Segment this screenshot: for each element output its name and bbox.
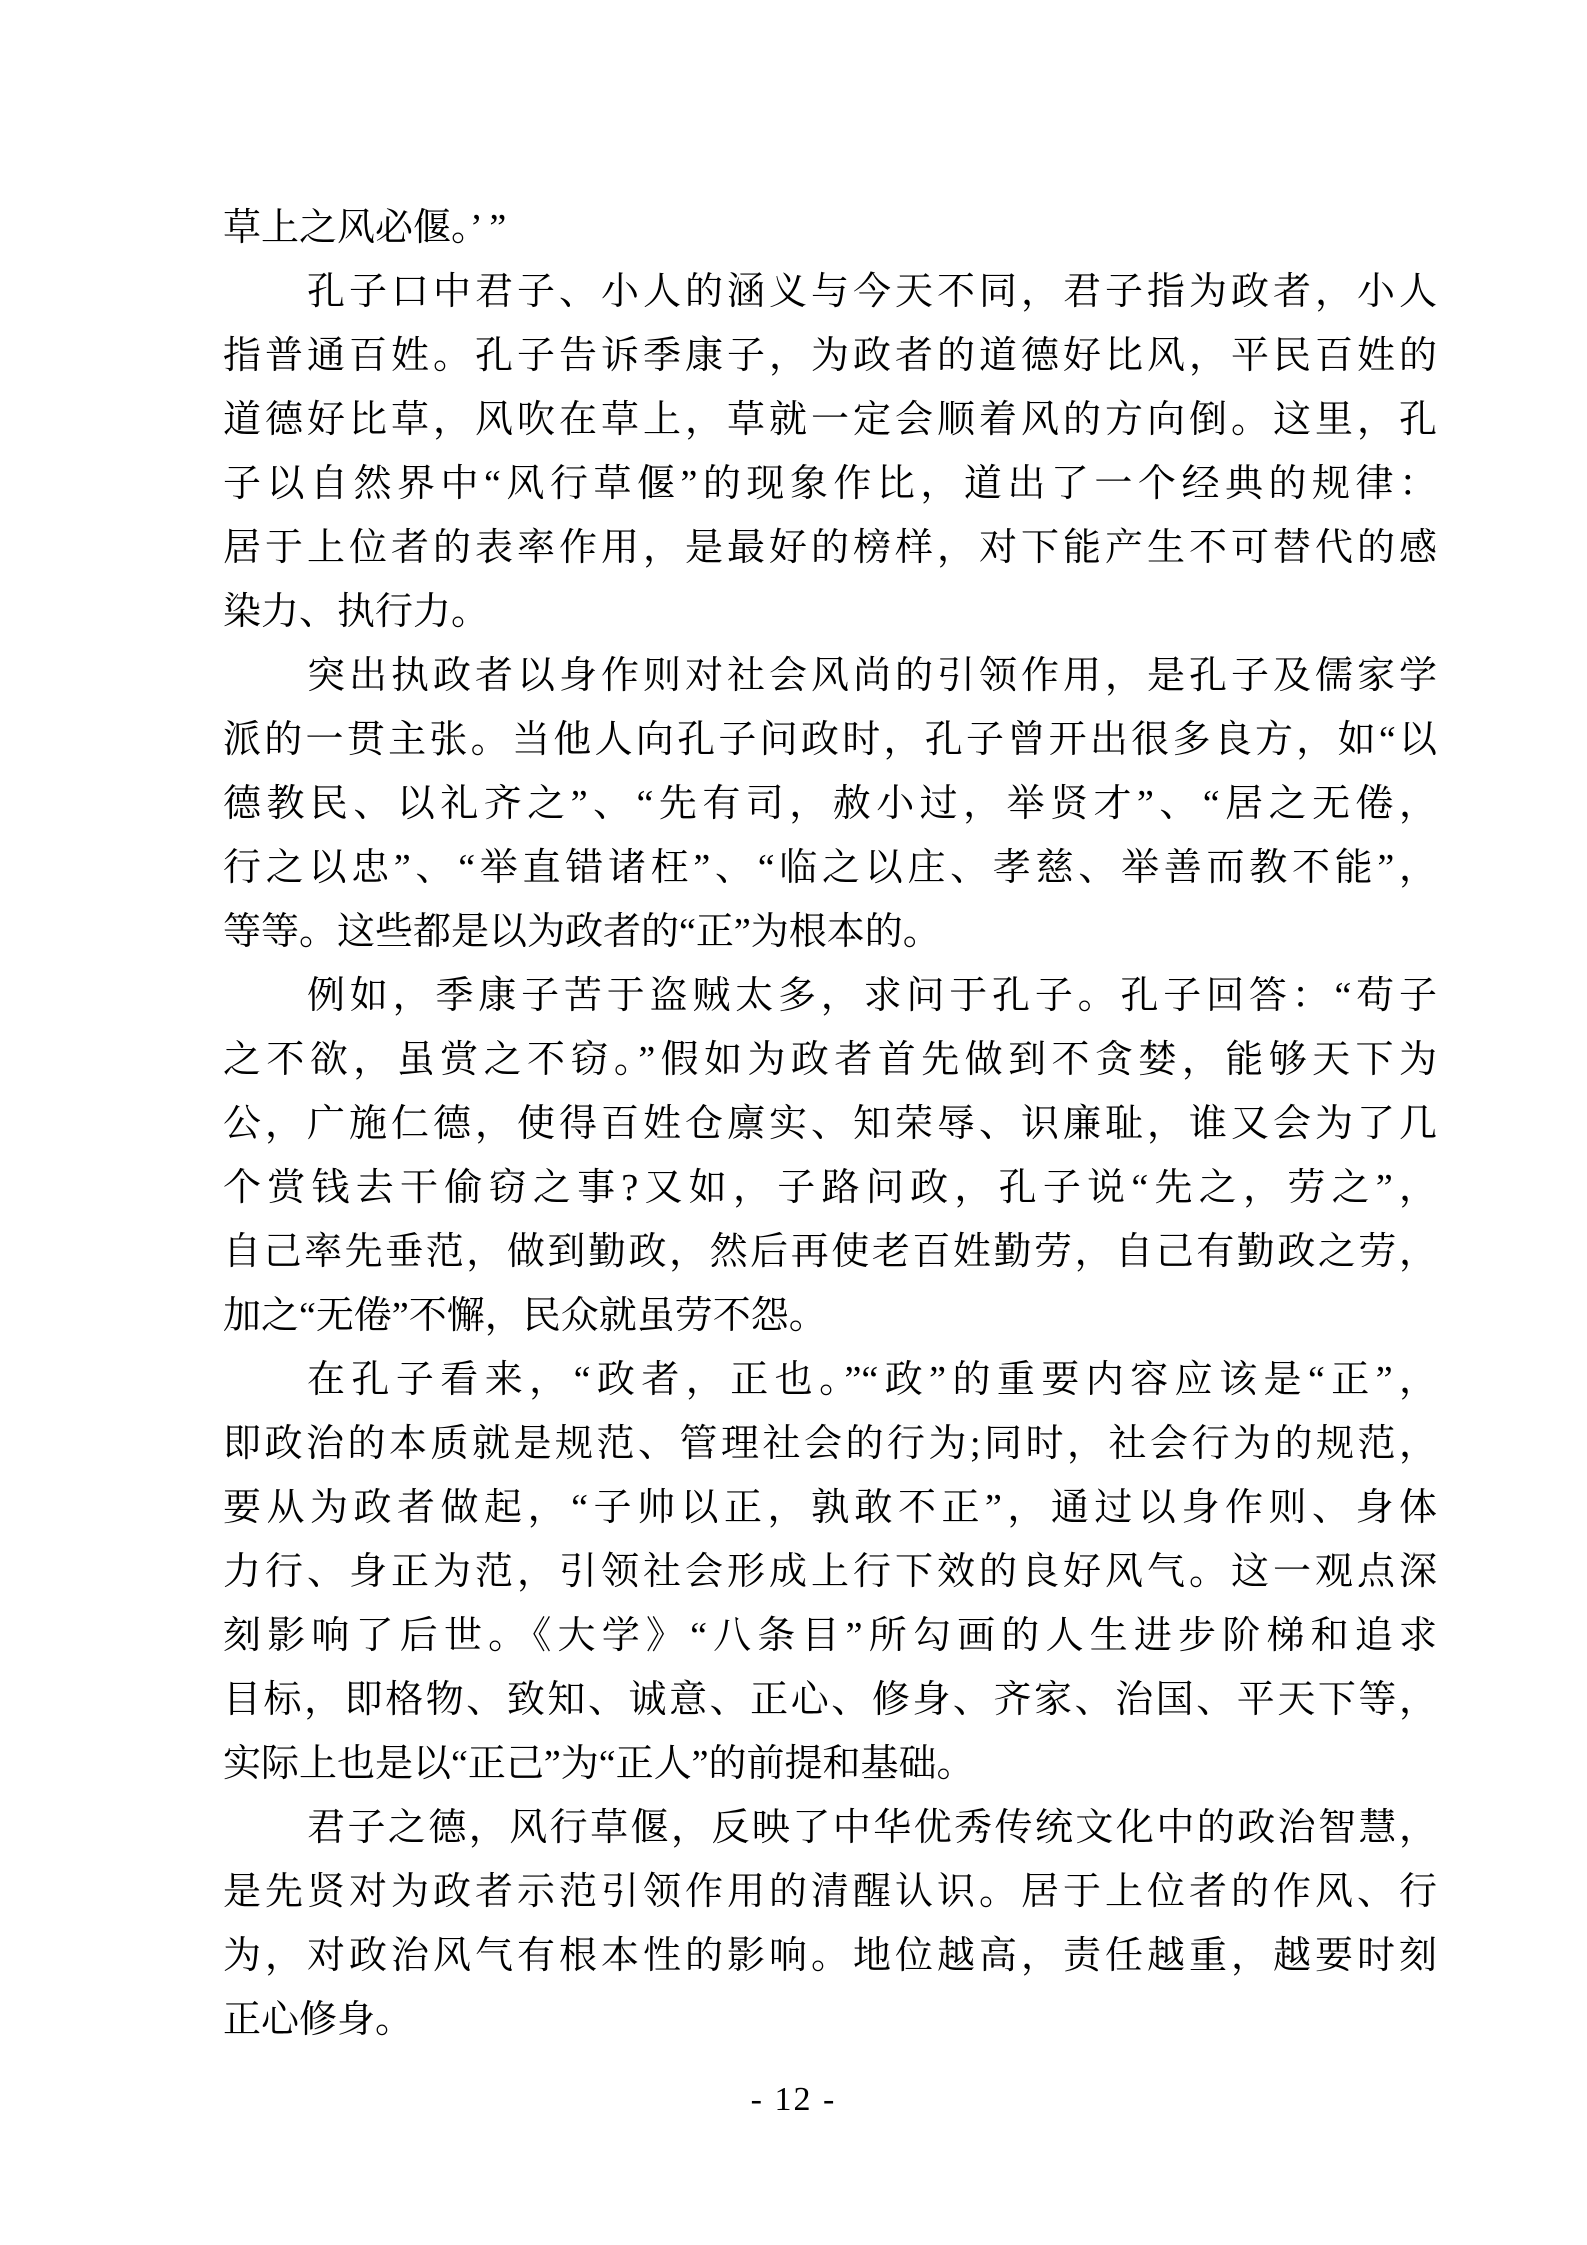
text-line: 指普通百姓。孔子告诉季康子，为政者的道德好比风，平民百姓的 [223, 335, 1437, 377]
text-line: 公，广施仁德，使得百姓仓廪实、知荣辱、识廉耻，谁又会为了几 [223, 1103, 1437, 1145]
text-line: 德教民、以礼齐之”、“先有司，赦小过，举贤才”、“居之无倦， [223, 783, 1437, 825]
text-line: 行之以忠”、“举直错诸枉”、“临之以庄、孝慈、举善而教不能”， [223, 847, 1437, 889]
text-line: 草上之风必偃。’ ” [223, 207, 507, 249]
text-line: 之不欲，虽赏之不窃。”假如为政者首先做到不贪婪，能够天下为 [223, 1039, 1437, 1081]
text-line: 突出执政者以身作则对社会风尚的引领作用，是孔子及儒家学 [307, 655, 1437, 697]
text-line: 要从为政者做起，“子帅以正，孰敢不正”，通过以身作则、身体 [223, 1487, 1437, 1529]
text-line: 道德好比草，风吹在草上，草就一定会顺着风的方向倒。这里，孔 [223, 399, 1437, 441]
text-line: 派的一贯主张。当他人向孔子问政时，孔子曾开出很多良方，如“以 [223, 719, 1437, 761]
body-text [223, 196, 1437, 2052]
text-line: 为，对政治风气有根本性的影响。地位越高，责任越重，越要时刻 [223, 1935, 1437, 1977]
text-line: 染力、执行力。 [223, 591, 490, 633]
text-line: 等等。这些都是以为政者的“正”为根本的。 [223, 911, 941, 953]
text-line: 是先贤对为政者示范引领作用的清醒认识。居于上位者的作风、行 [223, 1871, 1437, 1913]
text-line: 刻影响了后世。《大学》“八条目”所勾画的人生进步阶梯和追求 [223, 1615, 1437, 1657]
text-line: 加之“无倦”不懈，民众就虽劳不怨。 [223, 1295, 827, 1337]
text-line: 君子之德，风行草偃，反映了中华优秀传统文化中的政治智慧， [307, 1807, 1437, 1849]
page-number: - 12 - [750, 2081, 837, 2118]
text-line: 即政治的本质就是规范、管理社会的行为;同时，社会行为的规范， [223, 1423, 1437, 1465]
text-line: 正心修身。 [223, 1999, 414, 2041]
text-line: 力行、身正为范，引领社会形成上行下效的良好风气。这一观点深 [223, 1551, 1437, 1593]
text-line: 实际上也是以“正己”为“正人”的前提和基础。 [223, 1743, 975, 1785]
text-line: 目标，即格物、致知、诚意、正心、修身、齐家、治国、平天下等， [223, 1679, 1437, 1721]
text-line: 例如，季康子苦于盗贼太多，求问于孔子。孔子回答：“苟子 [307, 975, 1437, 1017]
text-line: 个赏钱去干偷窃之事?又如，子路问政，孔子说“先之，劳之”， [223, 1167, 1437, 1209]
text-line: 自己率先垂范，做到勤政，然后再使老百姓勤劳，自己有勤政之劳， [223, 1231, 1437, 1273]
text-line: 孔子口中君子、小人的涵义与今天不同，君子指为政者，小人 [307, 271, 1437, 313]
text-line: 子以自然界中“风行草偃”的现象作比，道出了一个经典的规律： [223, 463, 1437, 505]
text-line: 在孔子看来，“政者，正也。”“政”的重要内容应该是“正”， [307, 1359, 1437, 1401]
text-line: 居于上位者的表率作用，是最好的榜样，对下能产生不可替代的感 [223, 527, 1437, 569]
